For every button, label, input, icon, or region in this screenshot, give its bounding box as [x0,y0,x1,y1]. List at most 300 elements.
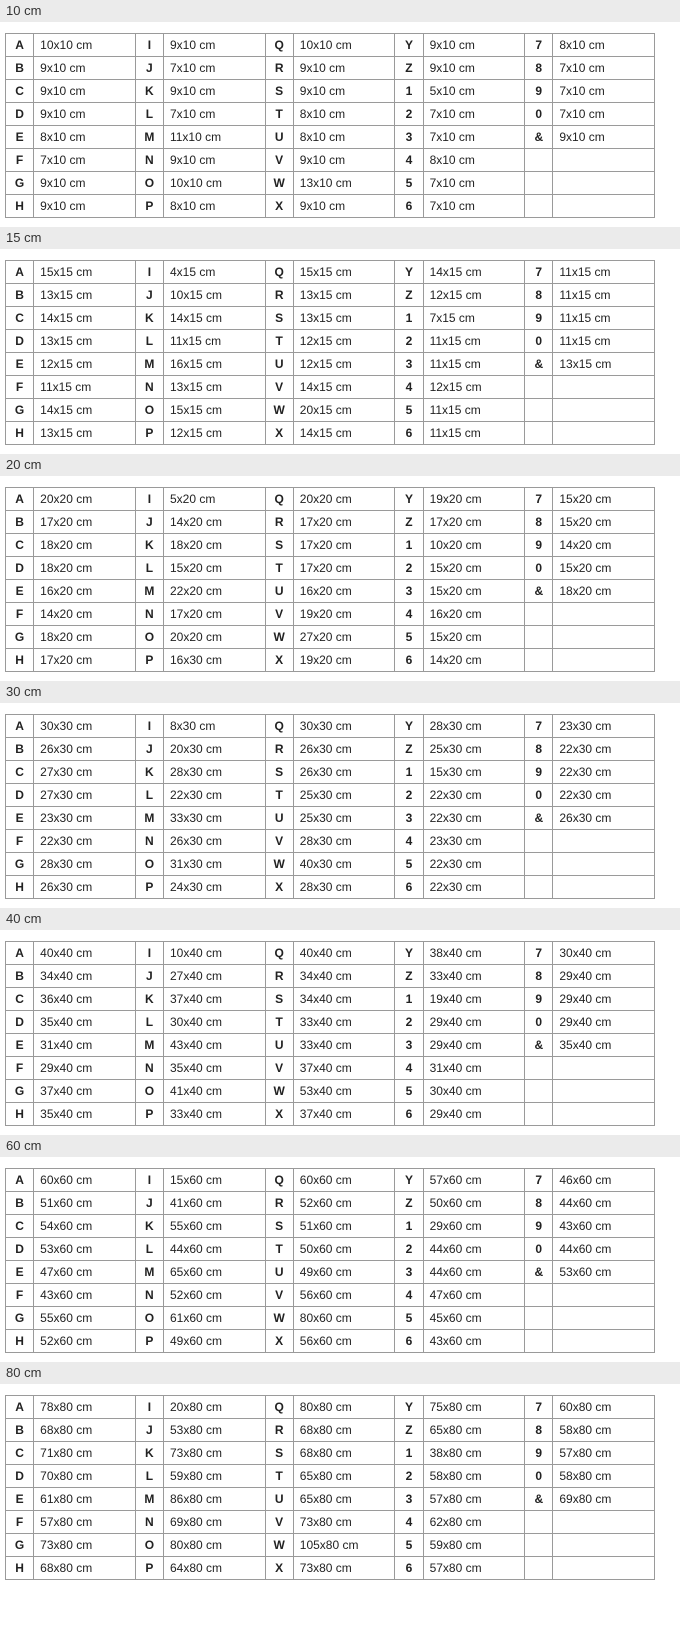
size-cell: 19x40 cm [423,988,525,1011]
size-cell: 29x40 cm [553,988,655,1011]
table-row [6,942,655,965]
character-cell: 8 [525,511,553,534]
size-cell [553,830,655,853]
character-cell: F [6,603,34,626]
size-cell [553,1557,655,1580]
size-cell: 65x80 cm [293,1488,395,1511]
size-cell: 47x60 cm [34,1261,136,1284]
character-cell [525,399,553,422]
size-cell: 53x80 cm [163,1419,265,1442]
size-cell: 10x10 cm [163,172,265,195]
character-cell: U [265,126,293,149]
character-cell: 1 [395,988,423,1011]
character-cell: Y [395,715,423,738]
size-cell: 50x60 cm [423,1192,525,1215]
size-cell: 7x10 cm [163,103,265,126]
size-cell: 23x30 cm [553,715,655,738]
character-cell: O [135,1080,163,1103]
character-cell [525,195,553,218]
size-cell: 50x60 cm [293,1238,395,1261]
size-cell [553,376,655,399]
size-cell: 57x80 cm [553,1442,655,1465]
size-cell: 11x15 cm [163,330,265,353]
character-cell: W [265,853,293,876]
size-cell: 40x40 cm [34,942,136,965]
character-cell [525,376,553,399]
table-row [6,1330,655,1353]
size-cell: 26x30 cm [34,876,136,899]
character-cell: Y [395,1169,423,1192]
character-cell [525,649,553,672]
size-cell: 10x15 cm [163,284,265,307]
character-cell: P [135,1330,163,1353]
character-cell: Y [395,261,423,284]
table-row [6,965,655,988]
size-cell: 29x40 cm [553,1011,655,1034]
size-cell: 33x40 cm [293,1034,395,1057]
character-cell: N [135,1284,163,1307]
character-cell: 8 [525,284,553,307]
character-cell: W [265,399,293,422]
character-cell: 6 [395,649,423,672]
size-cell: 55x60 cm [34,1307,136,1330]
character-cell: 8 [525,738,553,761]
character-cell: G [6,1534,34,1557]
character-cell: N [135,376,163,399]
section-header [0,1362,680,1384]
character-cell: 4 [395,1511,423,1534]
size-cell: 17x20 cm [163,603,265,626]
character-cell [525,172,553,195]
character-cell: 6 [395,195,423,218]
size-cell: 29x60 cm [423,1215,525,1238]
size-cell: 11x10 cm [163,126,265,149]
character-cell: & [525,1261,553,1284]
size-cell: 47x60 cm [423,1284,525,1307]
character-cell: 6 [395,1557,423,1580]
size-cell: 25x30 cm [293,807,395,830]
size-cell: 15x30 cm [423,761,525,784]
size-cell: 16x30 cm [163,649,265,672]
character-cell: B [6,511,34,534]
size-cell: 68x80 cm [34,1557,136,1580]
size-cell: 15x20 cm [553,488,655,511]
size-cell: 43x60 cm [423,1330,525,1353]
size-section [0,454,680,674]
size-cell [553,1307,655,1330]
size-cell: 9x10 cm [293,149,395,172]
size-cell: 58x80 cm [553,1465,655,1488]
character-cell: C [6,988,34,1011]
size-cell: 9x10 cm [163,34,265,57]
character-cell: I [135,942,163,965]
size-cell: 16x20 cm [293,580,395,603]
size-cell: 44x60 cm [163,1238,265,1261]
character-cell: H [6,1557,34,1580]
size-cell: 9x10 cm [553,126,655,149]
character-cell: Y [395,942,423,965]
character-cell: P [135,876,163,899]
size-cell: 38x40 cm [423,942,525,965]
character-cell: T [265,784,293,807]
character-cell: V [265,1284,293,1307]
table-row [6,511,655,534]
size-cell: 7x10 cm [163,57,265,80]
size-cell: 62x80 cm [423,1511,525,1534]
character-cell: E [6,1488,34,1511]
character-cell: G [6,1080,34,1103]
character-cell: S [265,534,293,557]
size-cell: 78x80 cm [34,1396,136,1419]
character-cell: F [6,376,34,399]
size-cell: 49x60 cm [163,1330,265,1353]
character-cell: Q [265,942,293,965]
character-cell: J [135,284,163,307]
size-cell: 9x10 cm [423,34,525,57]
size-cell: 60x60 cm [34,1169,136,1192]
size-cell [553,1080,655,1103]
table-row [6,1169,655,1192]
table-row [6,80,655,103]
size-cell [553,149,655,172]
size-cell: 5x10 cm [423,80,525,103]
character-cell: 4 [395,603,423,626]
character-cell: B [6,1192,34,1215]
size-cell: 10x20 cm [423,534,525,557]
character-cell: K [135,80,163,103]
size-cell: 35x40 cm [553,1034,655,1057]
character-cell: B [6,284,34,307]
size-cell: 26x30 cm [293,738,395,761]
table-row [6,1057,655,1080]
size-cell: 18x20 cm [34,534,136,557]
size-cell: 30x40 cm [163,1011,265,1034]
size-cell: 15x20 cm [163,557,265,580]
character-cell: A [6,261,34,284]
size-cell: 28x30 cm [163,761,265,784]
character-cell: 2 [395,1465,423,1488]
character-cell: K [135,988,163,1011]
character-cell: 5 [395,853,423,876]
section-title: 15 cm [6,230,42,245]
character-cell: C [6,1442,34,1465]
character-cell: M [135,1034,163,1057]
table-row [6,1011,655,1034]
character-cell: M [135,807,163,830]
character-cell: P [135,422,163,445]
size-cell: 9x10 cm [293,57,395,80]
table-row [6,626,655,649]
size-cell: 27x30 cm [34,784,136,807]
character-cell: T [265,1238,293,1261]
character-cell: V [265,830,293,853]
character-cell: D [6,1465,34,1488]
character-cell [525,1307,553,1330]
character-cell: D [6,330,34,353]
size-cell: 11x15 cm [423,399,525,422]
character-cell: R [265,511,293,534]
size-cell: 22x30 cm [553,784,655,807]
size-cell: 7x15 cm [423,307,525,330]
size-section [0,1362,680,1582]
character-cell: Q [265,715,293,738]
character-cell: H [6,876,34,899]
character-cell: J [135,1192,163,1215]
character-cell: P [135,1103,163,1126]
size-cell: 43x40 cm [163,1034,265,1057]
size-cell: 15x20 cm [423,580,525,603]
table-row [6,488,655,511]
size-cell: 15x15 cm [293,261,395,284]
size-cell: 35x40 cm [34,1011,136,1034]
character-cell: J [135,738,163,761]
size-cell: 28x30 cm [34,853,136,876]
size-cell: 44x60 cm [423,1238,525,1261]
character-cell: D [6,1011,34,1034]
character-cell: Y [395,1396,423,1419]
size-cell: 12x15 cm [423,376,525,399]
character-cell: G [6,172,34,195]
table-row [6,1215,655,1238]
character-cell: L [135,1238,163,1261]
character-cell: G [6,626,34,649]
table-row [6,284,655,307]
size-cell: 65x60 cm [163,1261,265,1284]
size-cell: 64x80 cm [163,1557,265,1580]
character-cell: M [135,1488,163,1511]
size-cell: 68x80 cm [34,1419,136,1442]
size-cell: 80x80 cm [293,1396,395,1419]
character-cell: C [6,534,34,557]
character-cell: 3 [395,1034,423,1057]
size-cell: 12x15 cm [293,330,395,353]
size-cell: 8x10 cm [423,149,525,172]
size-cell: 37x40 cm [163,988,265,1011]
size-cell: 22x30 cm [553,761,655,784]
table-row [6,172,655,195]
character-cell: H [6,1103,34,1126]
size-cell: 29x40 cm [423,1103,525,1126]
character-cell: & [525,580,553,603]
character-cell: Q [265,261,293,284]
size-cell: 40x40 cm [293,942,395,965]
size-section [0,1135,680,1355]
character-cell: K [135,307,163,330]
size-cell: 22x30 cm [34,830,136,853]
size-cell: 25x30 cm [293,784,395,807]
size-cell: 16x20 cm [423,603,525,626]
table-row [6,1103,655,1126]
size-cell: 11x15 cm [423,422,525,445]
size-cell: 11x15 cm [423,353,525,376]
size-table [5,941,655,1126]
section-title: 80 cm [6,1365,42,1380]
character-cell: J [135,965,163,988]
size-table [5,1395,655,1580]
table-row [6,1557,655,1580]
character-cell: 6 [395,1103,423,1126]
table-row [6,57,655,80]
table-row [6,1534,655,1557]
character-cell: 5 [395,1080,423,1103]
character-cell: 1 [395,80,423,103]
size-cell: 30x30 cm [293,715,395,738]
size-cell: 56x60 cm [293,1284,395,1307]
character-cell: I [135,715,163,738]
section-title: 30 cm [6,684,42,699]
character-cell: S [265,988,293,1011]
size-cell: 13x15 cm [163,376,265,399]
character-cell: 1 [395,534,423,557]
character-cell: U [265,1488,293,1511]
size-cell: 29x40 cm [553,965,655,988]
size-cell: 41x40 cm [163,1080,265,1103]
size-cell [553,1330,655,1353]
character-cell: K [135,1442,163,1465]
character-cell: C [6,80,34,103]
size-cell: 71x80 cm [34,1442,136,1465]
size-cell: 14x15 cm [34,399,136,422]
size-cell: 22x30 cm [423,853,525,876]
character-cell: 2 [395,1238,423,1261]
character-cell: 8 [525,57,553,80]
table-row [6,534,655,557]
table-row [6,715,655,738]
character-cell: S [265,1215,293,1238]
character-cell [525,1511,553,1534]
character-cell: R [265,284,293,307]
size-cell: 20x80 cm [163,1396,265,1419]
section-header [0,0,680,22]
character-cell: M [135,580,163,603]
character-cell: 2 [395,103,423,126]
table-row [6,876,655,899]
character-cell [525,853,553,876]
character-cell: U [265,353,293,376]
character-cell: F [6,149,34,172]
size-cell: 13x15 cm [553,353,655,376]
character-cell: Q [265,1169,293,1192]
character-cell: 1 [395,1215,423,1238]
character-cell: 8 [525,1419,553,1442]
character-cell: H [6,649,34,672]
character-cell: 0 [525,1465,553,1488]
character-cell: & [525,807,553,830]
character-cell: 0 [525,1011,553,1034]
character-cell: 4 [395,376,423,399]
character-cell: Q [265,488,293,511]
size-cell: 14x20 cm [553,534,655,557]
character-cell: A [6,1169,34,1192]
size-cell: 60x60 cm [293,1169,395,1192]
character-cell: T [265,103,293,126]
table-row [6,149,655,172]
character-cell: E [6,1034,34,1057]
character-cell: T [265,557,293,580]
character-cell: J [135,57,163,80]
size-cell: 11x15 cm [553,330,655,353]
size-cell: 46x60 cm [553,1169,655,1192]
character-cell: V [265,376,293,399]
character-cell: 0 [525,330,553,353]
size-cell: 7x10 cm [423,195,525,218]
size-cell: 61x80 cm [34,1488,136,1511]
character-cell: 0 [525,1238,553,1261]
size-cell: 53x60 cm [553,1261,655,1284]
character-cell: R [265,1419,293,1442]
size-cell: 86x80 cm [163,1488,265,1511]
size-cell: 15x20 cm [423,626,525,649]
size-cell: 70x80 cm [34,1465,136,1488]
character-cell: O [135,399,163,422]
size-cell: 5x20 cm [163,488,265,511]
size-cell [553,195,655,218]
character-cell: R [265,1192,293,1215]
size-cell: 9x10 cm [163,80,265,103]
table-row [6,557,655,580]
character-cell: B [6,1419,34,1442]
character-cell: 7 [525,942,553,965]
size-cell: 12x15 cm [423,284,525,307]
character-cell: Y [395,488,423,511]
size-cell: 69x80 cm [553,1488,655,1511]
table-row [6,988,655,1011]
character-cell: E [6,126,34,149]
character-cell: B [6,738,34,761]
size-cell: 23x30 cm [423,830,525,853]
size-cell: 11x15 cm [423,330,525,353]
character-cell: 4 [395,1284,423,1307]
size-cell: 15x15 cm [163,399,265,422]
character-cell: 5 [395,1534,423,1557]
size-cell: 31x30 cm [163,853,265,876]
size-section [0,681,680,901]
character-cell: 9 [525,307,553,330]
size-cell: 49x60 cm [293,1261,395,1284]
character-cell: U [265,807,293,830]
size-cell: 29x40 cm [423,1011,525,1034]
size-cell: 9x10 cm [163,149,265,172]
table-row [6,103,655,126]
size-cell: 57x80 cm [423,1488,525,1511]
size-cell: 26x30 cm [553,807,655,830]
character-cell: F [6,830,34,853]
size-cell: 8x10 cm [553,34,655,57]
size-cell: 8x10 cm [293,103,395,126]
size-cell: 15x20 cm [423,557,525,580]
size-section [0,0,680,220]
size-cell: 43x60 cm [553,1215,655,1238]
size-cell: 19x20 cm [293,649,395,672]
table-row [6,1238,655,1261]
character-cell: D [6,1238,34,1261]
size-cell: 22x30 cm [423,876,525,899]
character-cell: I [135,488,163,511]
character-cell: Z [395,1192,423,1215]
size-cell: 20x20 cm [163,626,265,649]
size-cell: 26x30 cm [163,830,265,853]
size-cell: 30x40 cm [423,1080,525,1103]
size-cell [553,1284,655,1307]
size-cell: 14x20 cm [163,511,265,534]
size-cell: 33x40 cm [423,965,525,988]
character-cell: Q [265,1396,293,1419]
character-cell: G [6,399,34,422]
size-cell: 14x15 cm [423,261,525,284]
character-cell: J [135,1419,163,1442]
table-row [6,330,655,353]
character-cell: Y [395,34,423,57]
